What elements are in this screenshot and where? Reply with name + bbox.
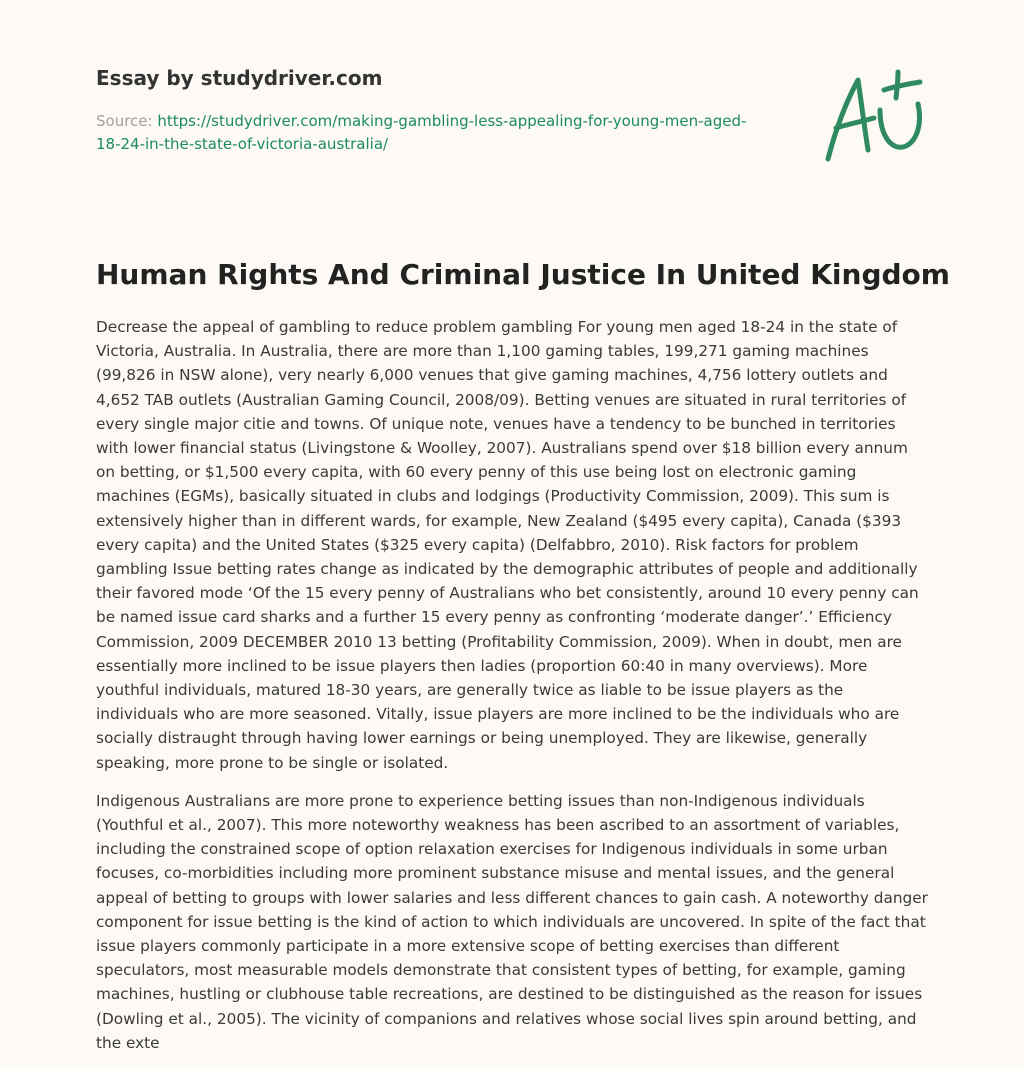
a-plus-grade-icon — [818, 66, 930, 166]
essay-title: Human Rights And Criminal Justice In United Kingdom — [96, 258, 950, 291]
essay-paragraph: Indigenous Australians are more prone to experience betting issues than non-Indigenous individuals (Youthful et al., 2007). This more noteworthy weakness has been ascribed to an assortment of variables, including the constrained scope of option relaxation exercises for Indigenous individuals in some urban focuses, co-morbidities including more prominent substance misuse and mental issues, and the general appeal of betting to groups with lower salaries and less different chances to gain cash. A noteworthy danger component for issue betting is the kind of action to which individuals are uncovered. In spite of the fact that issue players commonly participate in a more extensive scope of betting exercises than different speculators, most measurable models demonstrate that consistent types of betting, for example, gaming machines, hustling or clubhouse table recreations, are destined to be distinguished as the reason for issues (Dowling et al., 2005). The vicinity of companions and relatives whose social lives spin around betting, and the exte — [96, 791, 928, 1052]
essay-body — [96, 315, 928, 1069]
site-brand: Essay by studydriver.com — [96, 66, 383, 90]
essay-header — [96, 64, 796, 156]
source-label: Source: — [96, 112, 153, 130]
source-line — [96, 110, 756, 156]
source-link[interactable]: https://studydriver.com/making-gambling-less-appealing-for-young-men-aged-18-24-in-the-state-of-victoria-australia/ — [96, 112, 747, 153]
essay-paragraph: Decrease the appeal of gambling to reduce problem gambling For young men aged 18-24 in the state of Victoria, Australia. In Australia, there are more than 1,100 gaming tables, 199,271 gaming machines (99,826 in NSW alone), very nearly 6,000 venues that give gaming machines, 4,756 lottery outlets and 4,652 TAB outlets (Australian Gaming Council, 2008/09). Betting venues are situated in rural territories of every single major citie and towns. Of unique note, venues have a tendency to be bunched in territories with lower financial status (Livingstone & Woolley, 2007). Australians spend over $18 billion every annum on betting, or $1,500 every capita, with 60 every penny of this use being lost on electronic gaming machines (EGMs), basically situated in clubs and lodgings (Productivity Commission, 2009). This sum is extensively higher than in different wards, for example, New Zealand ($495 every capita), Canada ($393 every capita) and the United States ($325 every capita) (Delfabbro, 2010). Risk factors for problem gambling Issue betting rates change as indicated by the demographic attributes of people and additionally their favored mode ‘Of the 15 every penny of Australians who bet consistently, around 10 every penny can be named issue card sharks and a further 15 every penny as confronting ‘moderate danger’.’ Efficiency Commission, 2009 DECEMBER 2010 13 betting (Profitability Commission, 2009). When in doubt, men are essentially more inclined to be issue players then ladies (proportion 60:40 in many overviews). More youthful individuals, matured 18-30 years, are generally twice as liable to be issue players as the individuals who are more seasoned. Vitally, issue players are more inclined to be the individuals who are socially distraught through having lower earnings or being unemployed. They are likewise, generally speaking, more prone to be single or isolated. — [96, 318, 919, 772]
